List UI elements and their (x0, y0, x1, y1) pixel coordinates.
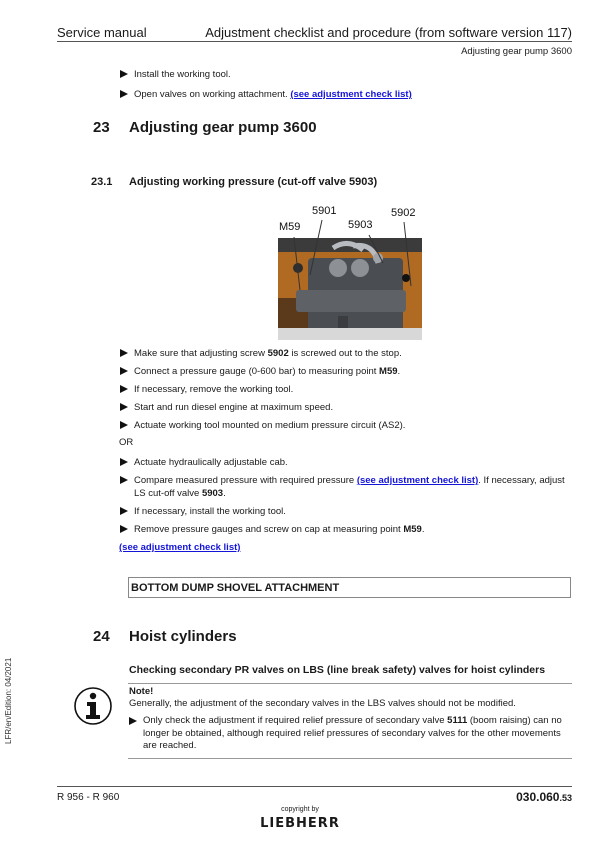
adjustment-checklist-link[interactable]: (see adjustment check list) (356, 475, 479, 486)
bullet-arrow-icon (120, 403, 128, 411)
footer-model: R 956 - R 960 (57, 792, 120, 803)
adjustment-checklist-link[interactable]: (see adjustment check list) (119, 542, 241, 553)
list-item: Actuate working tool mounted on medium pressure circuit (AS2). (120, 419, 575, 432)
bullet-arrow-icon (129, 717, 137, 725)
header-subtitle: Adjusting gear pump 3600 (461, 46, 572, 57)
bullet-arrow-icon (120, 367, 128, 375)
or-label: OR (119, 437, 134, 448)
info-icon (73, 686, 113, 726)
liebherr-logo: LIEBHERR (260, 816, 340, 831)
list-item: Actuate hydraulically adjustable cab. (120, 456, 575, 469)
section-title: Hoist cylinders (129, 628, 237, 645)
list-item: Install the working tool. (120, 68, 575, 81)
bullet-arrow-icon (120, 70, 128, 78)
list-item: Remove pressure gauges and screw on cap at measuring point M59. (120, 523, 575, 536)
subheading: Checking secondary PR valves on LBS (line break safety) valves for hoist cylinders (129, 664, 546, 676)
footer-page-number: 030.060.53 (516, 790, 572, 804)
section-number: 23 (93, 119, 110, 136)
bullet-arrow-icon (120, 349, 128, 357)
list-item: Compare measured pressure with required pressure (see adjustment check list). If necessary, adjust LS cut-off valve 5903. (120, 474, 575, 500)
list-item: If necessary, remove the working tool. (120, 383, 575, 396)
callout-5903: 5903 (348, 219, 373, 231)
subsection-title: Adjusting working pressure (cut-off valve 5903) (129, 176, 378, 188)
divider (128, 758, 572, 759)
subsection-number: 23.1 (91, 176, 113, 188)
adjustment-checklist-link[interactable]: (see adjustment check list) (290, 89, 412, 100)
header-divider (57, 41, 572, 42)
footer-divider (57, 786, 572, 787)
note-list-item: Only check the adjustment if required relief pressure of secondary valve 5111 (boom raising) can no longer be obtained, although required relief pressures of secondary valves for the other movements are reached. (129, 715, 574, 753)
list-item: Connect a pressure gauge (0-600 bar) to measuring point M59. (120, 365, 575, 378)
note-title: Note! (129, 686, 154, 697)
callout-5901: 5901 (312, 205, 337, 217)
list-item: Start and run diesel engine at maximum speed. (120, 401, 575, 414)
boxed-heading: BOTTOM DUMP SHOVEL ATTACHMENT (128, 577, 571, 598)
edition-side-text: LFR/en/Edition: 04/2021 (4, 657, 13, 744)
bullet-arrow-icon (120, 525, 128, 533)
note-text: Generally, the adjustment of the secondary valves in the LBS valves should not be modified. (129, 698, 516, 709)
copyright-text: copyright by (281, 806, 319, 813)
bullet-arrow-icon (120, 385, 128, 393)
header-right: Adjustment checklist and procedure (from software version 117) (205, 25, 572, 40)
list-item: Open valves on working attachment. (see adjustment check list) (120, 88, 575, 101)
bullet-arrow-icon (120, 507, 128, 515)
divider (128, 683, 572, 684)
header-left: Service manual (57, 25, 147, 40)
callout-m59: M59 (279, 221, 301, 233)
section-title: Adjusting gear pump 3600 (129, 119, 317, 136)
list-item: Make sure that adjusting screw 5902 is screwed out to the stop. (120, 347, 575, 360)
bullet-arrow-icon (120, 90, 128, 98)
list-item: If necessary, install the working tool. (120, 505, 575, 518)
bullet-arrow-icon (120, 458, 128, 466)
section-number: 24 (93, 628, 110, 645)
bullet-arrow-icon (120, 421, 128, 429)
bullet-arrow-icon (120, 476, 128, 484)
callout-5902: 5902 (391, 207, 416, 219)
